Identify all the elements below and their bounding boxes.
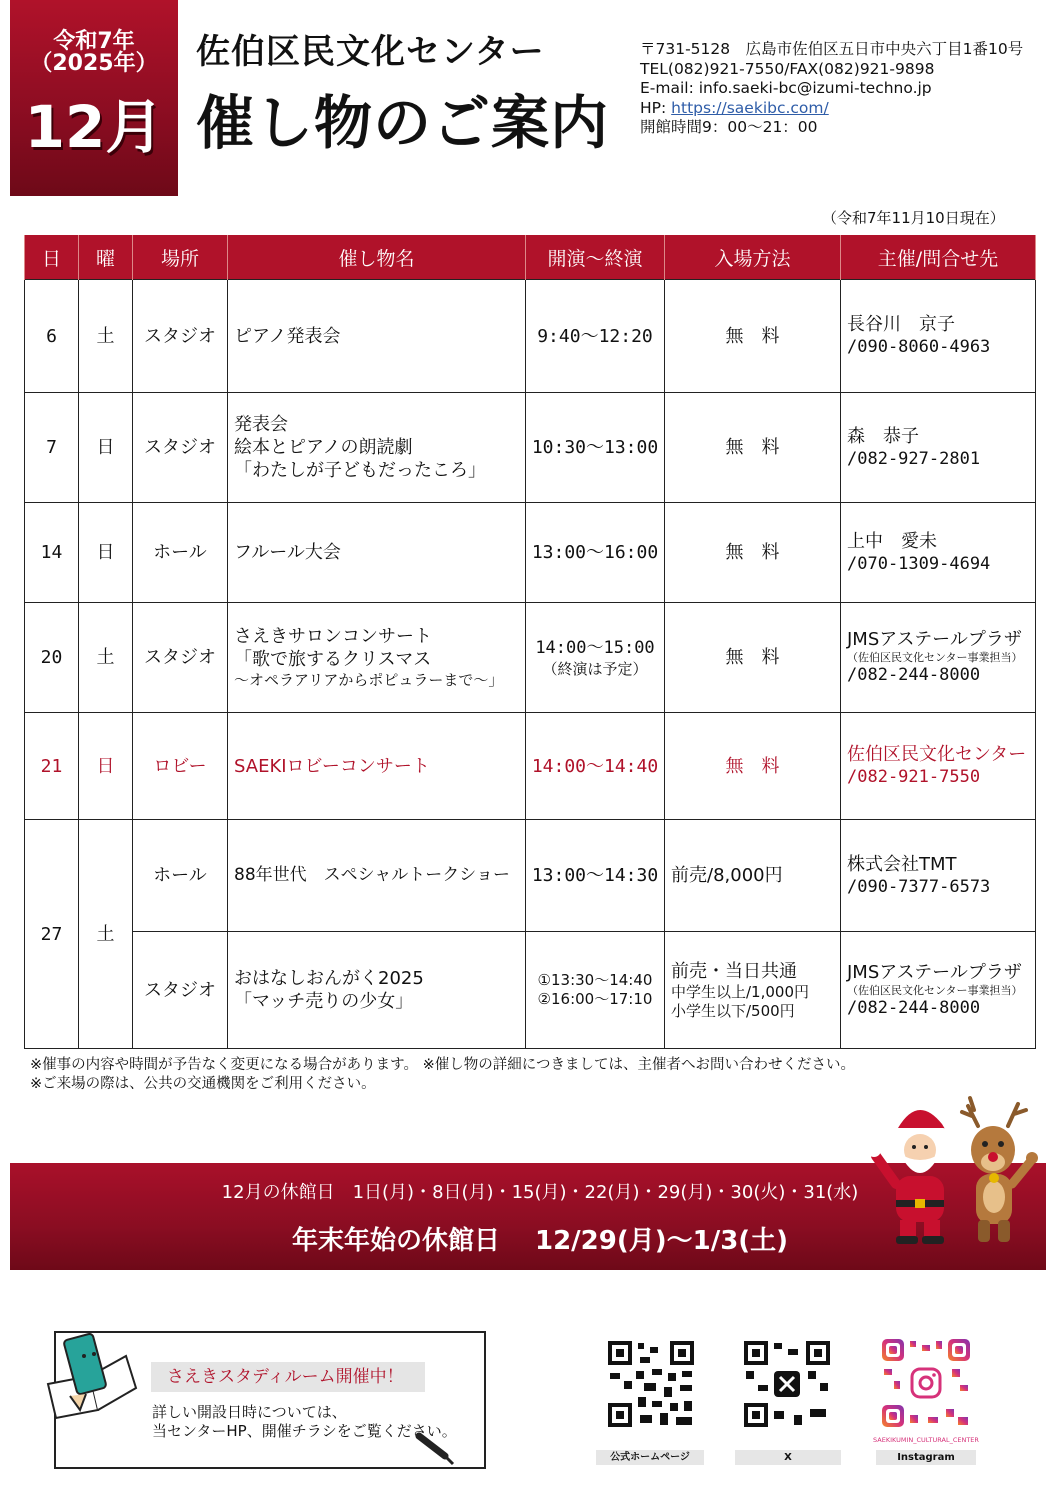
cell-time [526, 713, 665, 820]
time-line: 14:00～15:00 [535, 637, 655, 658]
contact-note: （佐伯区民文化センター事業担当） [847, 983, 1023, 997]
table-header-row [25, 235, 1036, 280]
schedule-table [24, 235, 1036, 1049]
email: E-mail: info.saeki-bc@izumi-techno.jp [640, 79, 932, 97]
contact-phone: /070-1309-4694 [847, 553, 991, 574]
cell-place: スタジオ [133, 932, 228, 1049]
cell-event [228, 932, 526, 1049]
center-name: 佐伯区民文化センター [196, 32, 545, 72]
contact-phone: /082-921-7550 [847, 767, 981, 787]
event-line: SAEKIロビーコンサート [234, 755, 430, 777]
note-line: ※催事の内容や時間が予告なく変更になる場合があります。 ※催し物の詳細につきましては、主催者へお問い合わせください。 [30, 1057, 855, 1073]
cell-event [228, 713, 526, 820]
event-line: 「わたしが子どもだったころ」 [234, 460, 486, 481]
header-day: 日 [25, 235, 79, 280]
cell-day: 14 [25, 503, 79, 603]
contact-name: 長谷川 京子 [847, 314, 955, 335]
header-entry: 入場方法 [665, 235, 841, 280]
entry-line: 無 料 [725, 437, 780, 458]
entry-line: 前売/8,000円 [671, 865, 783, 886]
cell-place: スタジオ [133, 603, 228, 713]
homepage [640, 99, 1023, 119]
instagram-qr-icon[interactable] [880, 1337, 972, 1429]
cell-weekday: 日 [79, 713, 133, 820]
instagram-label: Instagram [876, 1450, 976, 1465]
page-title: 催し物のご案内 [196, 89, 610, 157]
cell-day: 27 [25, 820, 79, 1049]
cell-place: スタジオ [133, 393, 228, 503]
cell-entry [665, 713, 841, 820]
time-line: 13:00～14:30 [531, 865, 659, 886]
month-label: 12月 [24, 93, 164, 161]
event-line: 発表会 [234, 414, 288, 435]
contact-name: JMSアステールプラザ [847, 629, 1022, 650]
entry-line: 前売・当日共通 [671, 960, 797, 982]
x-qr-icon[interactable] [742, 1339, 832, 1429]
cell-day: 6 [25, 280, 79, 393]
monthly-closed-days: 12月の休館日 1日(月)・8日(月)・15(月)・22(月)・29(月)・30(火)・31(水) [221, 1182, 859, 1203]
contact-phone: /082-244-8000 [847, 997, 981, 1018]
header-event: 催し物名 [228, 235, 526, 280]
cell-event [228, 393, 526, 503]
time-line: 13:00～16:00 [531, 542, 659, 563]
entry-line: 無 料 [725, 542, 780, 563]
x-label: X [735, 1450, 841, 1465]
table-row [25, 503, 1036, 603]
western-year: （2025年） [30, 51, 158, 76]
event-line: 「歌で旅するクリスマス [234, 649, 432, 670]
contact-name: 佐伯区民文化センター [847, 744, 1027, 765]
event-line: おはなしおんがく2025 [234, 968, 424, 989]
cell-place: ロビー [133, 713, 228, 820]
cell-time [526, 603, 665, 713]
event-line: 「マッチ売りの少女」 [234, 991, 414, 1012]
cell-entry [665, 393, 841, 503]
cell-contact [841, 603, 1036, 713]
cell-entry [665, 932, 841, 1049]
as-of-date: （令和7年11月10日現在） [822, 209, 1005, 227]
contact-phone: /090-7377-6573 [847, 876, 991, 897]
book-pencil-icon [40, 1326, 152, 1426]
study-room-text: 当センターHP、開催チラシをご覧ください。 [152, 1422, 457, 1440]
entry-line: 無 料 [725, 325, 780, 347]
study-room-title: さえきスタディルーム開催中！ [151, 1362, 425, 1392]
time-line: ②16:00～17:10 [537, 990, 653, 1008]
cell-weekday: 土 [79, 603, 133, 713]
time-line: 10:30～13:00 [531, 437, 659, 458]
cell-time [526, 932, 665, 1049]
cell-contact [841, 503, 1036, 603]
notes [30, 1056, 855, 1094]
event-line: ～オペラアリアからポピュラーまで～」 [234, 671, 504, 689]
time-note: （終演は予定） [542, 659, 648, 678]
contact-phone: /082-244-8000 [847, 665, 981, 685]
table-row [25, 603, 1036, 713]
table-row [25, 393, 1036, 503]
hp-label: HP: [640, 98, 667, 117]
cell-weekday: 日 [79, 393, 133, 503]
instagram-handle: SAEKIKUMIN_CULTURAL_CENTER [873, 1436, 979, 1444]
official-site-label: 公式ホームページ [596, 1450, 704, 1465]
entry-line: 小学生以下/500円 [671, 1001, 795, 1020]
cell-weekday: 土 [79, 820, 133, 1049]
cell-contact [841, 932, 1036, 1049]
header-weekday: 曜 [79, 235, 133, 280]
contact-note: （佐伯区民文化センター事業担当） [847, 651, 1023, 664]
entry-line: 中学生以上/1,000円 [671, 982, 809, 1001]
event-line: 88年世代 スペシャルトークショー [234, 865, 510, 885]
table-row [25, 713, 1036, 820]
time-line: 14:00～14:40 [531, 755, 659, 777]
contact-phone: /090-8060-4963 [847, 337, 991, 357]
cell-day: 21 [25, 713, 79, 820]
table-row [25, 820, 1036, 932]
era-year: 令和7年 [53, 29, 135, 54]
santa-reindeer-illustration [858, 1092, 1048, 1252]
event-line: ピアノ発表会 [234, 325, 341, 347]
cell-event [228, 280, 526, 393]
pen-icon [415, 1430, 455, 1466]
cell-event [228, 503, 526, 603]
cell-entry [665, 820, 841, 932]
address: 〒731-5128 広島市佐伯区五日市中央六丁目1番10号 [640, 40, 1024, 58]
contact-info [640, 40, 1023, 138]
event-line: さえきサロンコンサート [234, 626, 432, 647]
time-line: ①13:30～14:40 [537, 971, 653, 989]
cell-time [526, 820, 665, 932]
entry-line: 無 料 [725, 755, 780, 777]
study-room-text: 詳しい開設日時については、 [152, 1403, 347, 1421]
contact-name: 株式会社TMT [847, 853, 957, 875]
cell-weekday: 日 [79, 503, 133, 603]
cell-contact [841, 280, 1036, 393]
cell-event [228, 820, 526, 932]
note-line: ※ご来場の際は、公共の交通機関をご利用ください。 [30, 1076, 376, 1092]
header-time: 開演～終演 [526, 235, 665, 280]
month-badge [10, 0, 178, 196]
cell-place: スタジオ [133, 280, 228, 393]
table-row [25, 932, 1036, 1049]
contact-name: 森 恭子 [847, 425, 919, 447]
cell-day: 20 [25, 603, 79, 713]
hp-link[interactable]: https://saekibc.com/ [671, 98, 829, 117]
entry-line: 無 料 [725, 647, 780, 668]
cell-contact [841, 713, 1036, 820]
contact-phone: /082-927-2801 [847, 448, 981, 469]
table-row [25, 280, 1036, 393]
opening-hours: 開館時間9：00～21：00 [640, 118, 818, 136]
contact-name: 上中 愛未 [847, 530, 937, 552]
cell-day: 7 [25, 393, 79, 503]
cell-entry [665, 503, 841, 603]
cell-event [228, 603, 526, 713]
tel-fax: TEL(082)921-7550/FAX(082)921-9898 [640, 59, 935, 78]
cell-contact [841, 820, 1036, 932]
time-line: 9:40～12:20 [537, 325, 653, 347]
cell-time [526, 280, 665, 393]
contact-name: JMSアステールプラザ [847, 961, 1022, 983]
event-line: 絵本とピアノの朗読劇 [234, 437, 413, 458]
cell-entry [665, 280, 841, 393]
year-end-closed-days: 年末年始の休館日 12/29(月)～1/3(土) [291, 1226, 789, 1256]
cell-place: ホール [133, 820, 228, 932]
header-contact: 主催/問合せ先 [841, 235, 1036, 280]
cell-weekday: 土 [79, 280, 133, 393]
cell-time [526, 393, 665, 503]
cell-place: ホール [133, 503, 228, 603]
cell-contact [841, 393, 1036, 503]
event-line: フルール大会 [234, 542, 341, 563]
header-place: 場所 [133, 235, 228, 280]
cell-time [526, 503, 665, 603]
cell-entry [665, 603, 841, 713]
official-site-qr-icon[interactable] [606, 1339, 696, 1429]
